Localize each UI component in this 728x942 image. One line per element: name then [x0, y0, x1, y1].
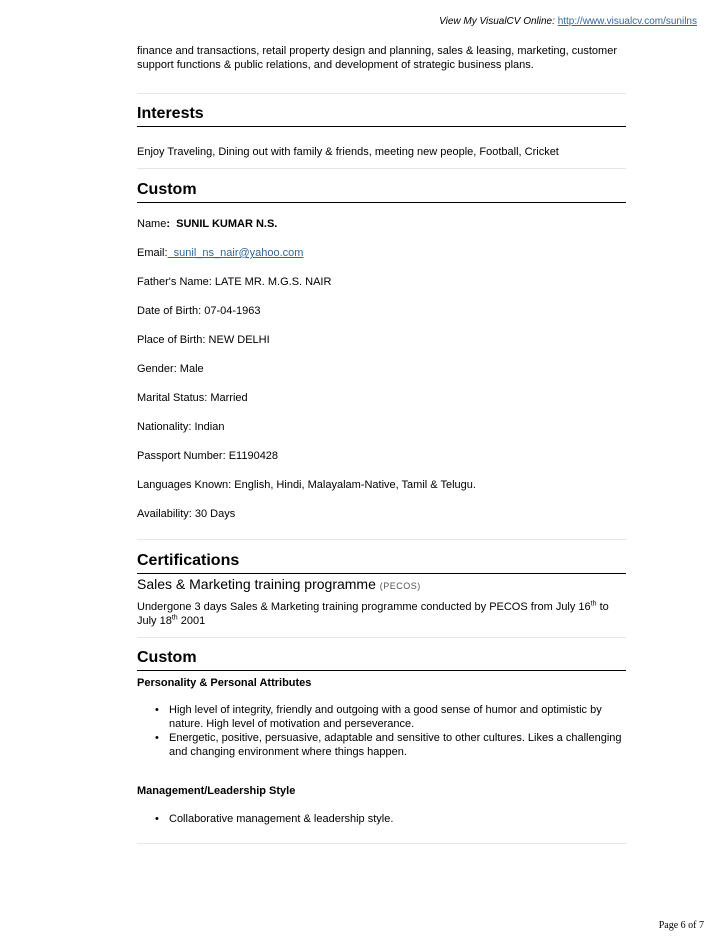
certification-item [137, 575, 626, 595]
place-of-birth-field: Place of Birth: NEW DELHI [137, 334, 270, 346]
email-field [137, 246, 626, 260]
custom-heading-2: Custom [137, 648, 626, 671]
section-divider [137, 539, 626, 540]
header-prefix: View My VisualCV Online: [439, 16, 555, 27]
section-divider [137, 168, 626, 169]
gender-field: Gender: Male [137, 363, 204, 375]
leadership-subheading: Management/Leadership Style [137, 785, 296, 797]
resume-content [137, 44, 626, 844]
nationality-field: Nationality: Indian [137, 421, 225, 433]
certifications-heading: Certifications [137, 551, 626, 574]
section-divider [137, 93, 626, 94]
intro-paragraph: finance and transactions, retail property design and planning, sales & leasing, marketing, customer support functions & public relations, and development of strategic business plans. [137, 45, 617, 71]
dob-field: Date of Birth: 07-04-1963 [137, 305, 261, 317]
email-label: Email: [137, 247, 168, 259]
leadership-list [137, 812, 626, 826]
certification-title: Sales & Marketing training programme [137, 576, 376, 592]
marital-status-field: Marital Status: Married [137, 392, 248, 404]
section-divider [137, 843, 626, 844]
personality-list [137, 703, 626, 759]
page-number: Page 6 of 7 [658, 920, 704, 931]
certification-description: Undergone 3 days Sales & Marketing training programme conducted by PECOS from July 16th to July 18th 2001 [137, 600, 609, 627]
email-link[interactable]: sunil_ns_nair@yahoo.com [167, 247, 304, 259]
name-field [137, 217, 626, 231]
passport-field: Passport Number: E1190428 [137, 450, 279, 462]
name-value: : SUNIL KUMAR N.S. [166, 218, 278, 230]
list-item: • Energetic, positive, persuasive, adaptable and sensitive to other cultures. Likes a challenging and changing environment where things happen. [169, 731, 626, 759]
visualcv-link[interactable]: http://www.visualcv.com/sunilns [557, 16, 697, 27]
section-divider [137, 637, 626, 638]
visualcv-header [439, 16, 697, 27]
certification-institution: (PECOS) [379, 581, 421, 591]
list-item: • High level of integrity, friendly and outgoing with a good sense of humor and optimistic by nature. High level of motivation and perseverance. [169, 703, 626, 731]
interests-heading: Interests [137, 104, 626, 127]
personality-subheading: Personality & Personal Attributes [137, 677, 312, 689]
availability-field: Availability: 30 Days [137, 508, 236, 520]
languages-field: Languages Known: English, Hindi, Malayalam-Native, Tamil & Telugu. [137, 479, 476, 491]
list-item: • Collaborative management & leadership style. [169, 812, 626, 826]
name-label: Name [137, 218, 167, 230]
fathers-name-field: Father's Name: LATE MR. M.G.S. NAIR [137, 276, 332, 288]
interests-text: Enjoy Traveling, Dining out with family & friends, meeting new people, Football, Cricket [137, 146, 559, 158]
custom-heading: Custom [137, 180, 626, 203]
